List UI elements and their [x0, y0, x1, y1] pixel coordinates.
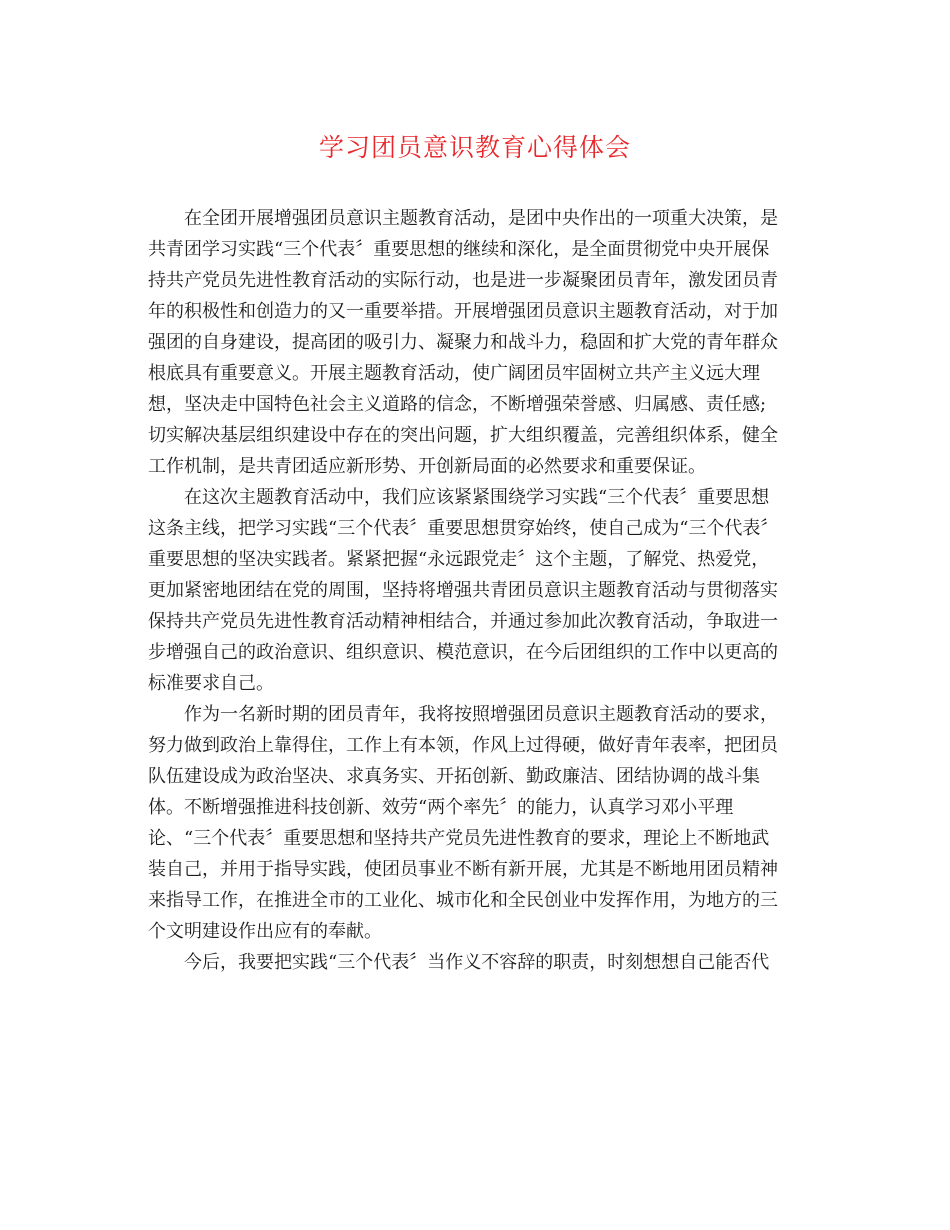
text-line: 持共产党员先进性教育活动的实际行动，也是进一步凝聚团员青年，激发团员青: [148, 270, 778, 291]
text-line: 在全团开展增强团员意识主题教育活动，是团中央作出的一项重大决策，是: [184, 208, 778, 229]
text-line: 想，坚决走中国特色社会主义道路的信念，不断增强荣誉感、归属感、责任感;: [148, 394, 767, 415]
paragraph-4: [148, 947, 802, 978]
text-line: 这条主线，把学习实践“三个代表〞重要思想贯穿始终，使自己成为“三个代表〞: [148, 518, 779, 539]
document-title: 学习团员意识教育心得体会: [318, 133, 631, 162]
text-line: 重要思想的坚决实践者。紧紧把握“永远跟党走〞这个主题，了解党、热爱党，: [148, 549, 770, 570]
text-line: 在这次主题教育活动中，我们应该紧紧围绕学习实践“三个代表〞重要思想: [184, 487, 770, 508]
text-line: 努力做到政治上靠得住，工作上有本领，作风上过得硬，做好青年表率，把团员: [148, 735, 778, 756]
text-line: 个文明建设作出应有的奉献。: [148, 921, 382, 942]
text-line: 装自己，并用于指导实践，使团员事业不断有新开展，尤其是不断地用团员精神: [148, 859, 778, 880]
text-line: 根底具有重要意义。开展主题教育活动，使广阔团员牢固树立共产主义远大理: [148, 363, 760, 384]
text-line: 论、“三个代表〞重要思想和坚持共产党员先进性教育的要求，理论上不断地武: [148, 828, 770, 849]
text-line: 更加紧密地团结在党的周围，坚持将增强共青团员意识主题教育活动与贯彻落实: [148, 580, 778, 601]
paragraph-1: [148, 203, 802, 482]
text-line: 工作机制，是共青团适应新形势、开创新局面的必然要求和重要保证。: [148, 456, 706, 477]
text-line: 保持共产党员先进性教育活动精神相结合，并通过参加此次教育活动，争取进一: [148, 611, 778, 632]
document-body: [148, 203, 802, 978]
text-line: 年的积极性和创造力的又一重要举措。开展增强团员意识主题教育活动，对于加: [148, 301, 778, 322]
text-line: 强团的自身建设，提高团的吸引力、凝聚力和战斗力，稳固和扩大党的青年群众: [148, 332, 778, 353]
text-line: 切实解决基层组织建设中存在的突出问题，扩大组织覆盖，完善组织体系，健全: [148, 425, 778, 446]
text-line: 体。不断增强推进科技创新、效劳“两个率先〞的能力，认真学习邓小平理: [148, 797, 734, 818]
text-line: 标准要求自己。: [148, 673, 274, 694]
text-line: 来指导工作，在推进全市的工业化、城市化和全民创业中发挥作用，为地方的三: [148, 890, 778, 911]
text-line: 今后，我要把实践“三个代表〞当作义不容辞的职责，时刻想想自己能否代: [184, 952, 770, 973]
paragraph-2: [148, 482, 802, 699]
text-line: 步增强自己的政治意识、组织意识、模范意识，在今后团组织的工作中以更高的: [148, 642, 778, 663]
paragraph-3: [148, 699, 802, 947]
text-line: 队伍建设成为政治坚决、求真务实、开拓创新、勤政廉洁、团结协调的战斗集: [148, 766, 760, 787]
text-line: 作为一名新时期的团员青年，我将按照增强团员意识主题教育活动的要求，: [184, 704, 778, 725]
text-line: 共青团学习实践“三个代表〞重要思想的继续和深化，是全面贯彻党中央开展保: [148, 239, 770, 260]
